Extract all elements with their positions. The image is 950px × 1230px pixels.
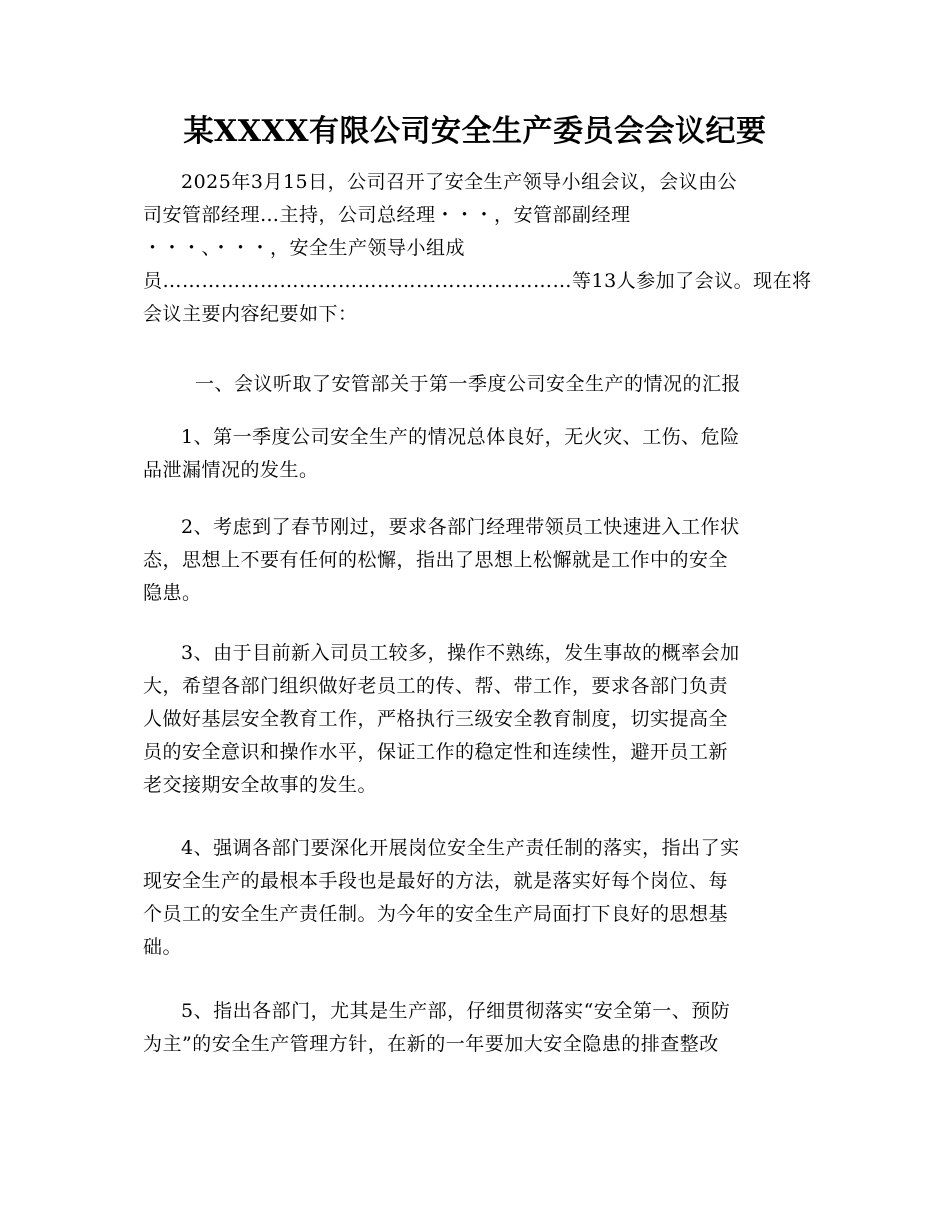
item-line: 础。 (143, 936, 183, 958)
item-line: 品泄漏情况的发生。 (143, 459, 319, 481)
item-line: 5、指出各部门，尤其是生产部，仔细贯彻落实“安全第一、预防 (181, 1000, 731, 1022)
item-line: 人做好基层安全教育工作，严格执行三级安全教育制度，切实提高全 (143, 708, 729, 730)
item-line: 现安全生产的最根本手段也是最好的方法，就是落实好每个岗位、每 (143, 870, 729, 892)
item-paragraph-3 (143, 637, 808, 802)
item-paragraph-5 (143, 995, 808, 1061)
item-paragraph-4 (143, 832, 808, 964)
intro-line: 会议主要内容纪要如下： (143, 303, 358, 325)
item-line: 员的安全意识和操作水平，保证工作的稳定性和连续性，避开员工新 (143, 741, 729, 763)
item-line: 1、第一季度公司安全生产的情况总体良好，无火灾、工伤、危险 (181, 426, 740, 448)
intro-line: ・・・、・・・，安全生产领导小组成 (143, 237, 466, 259)
document-title: 某XXXX有限公司安全生产委员会会议纪要 (183, 114, 767, 149)
item-line: 老交接期安全故事的发生。 (143, 774, 378, 796)
item-line: 2、考虑到了春节刚过，要求各部门经理带领员工快速进入工作状 (181, 516, 740, 538)
item-line: 大，希望各部门组织做好老员工的传、帮、带工作，要求各部门负责 (143, 675, 729, 697)
intro-line: 员………………………………………………………等13人参加了会议。现在将 (143, 270, 812, 292)
intro-paragraph (143, 166, 812, 331)
item-line: 隐患。 (143, 582, 202, 604)
item-paragraph-1 (143, 421, 808, 487)
item-line: 4、强调各部门要深化开展岗位安全生产责任制的落实，指出了实 (181, 837, 740, 859)
item-line: 个员工的安全生产责任制。为今年的安全生产局面打下良好的思想基 (143, 903, 729, 925)
item-paragraph-2 (143, 511, 808, 610)
item-line: 3、由于目前新入司员工较多，操作不熟练，发生事故的概率会加 (181, 642, 740, 664)
section-heading (143, 368, 808, 401)
intro-line: 2025年3月15日，公司召开了安全生产领导小组会议，会议由公 (181, 171, 738, 193)
item-line: 态，思想上不要有任何的松懈，指出了思想上松懈就是工作中的安全 (143, 549, 729, 571)
item-line: 为主”的安全生产管理方针，在新的一年要加大安全隐患的排查整改 (143, 1033, 719, 1055)
section-heading-text: 一、会议听取了安管部关于第一季度公司安全生产的情况的汇报 (195, 373, 742, 395)
intro-line: 司安管部经理…主持，公司总经理・・・，安管部副经理 (143, 204, 631, 226)
